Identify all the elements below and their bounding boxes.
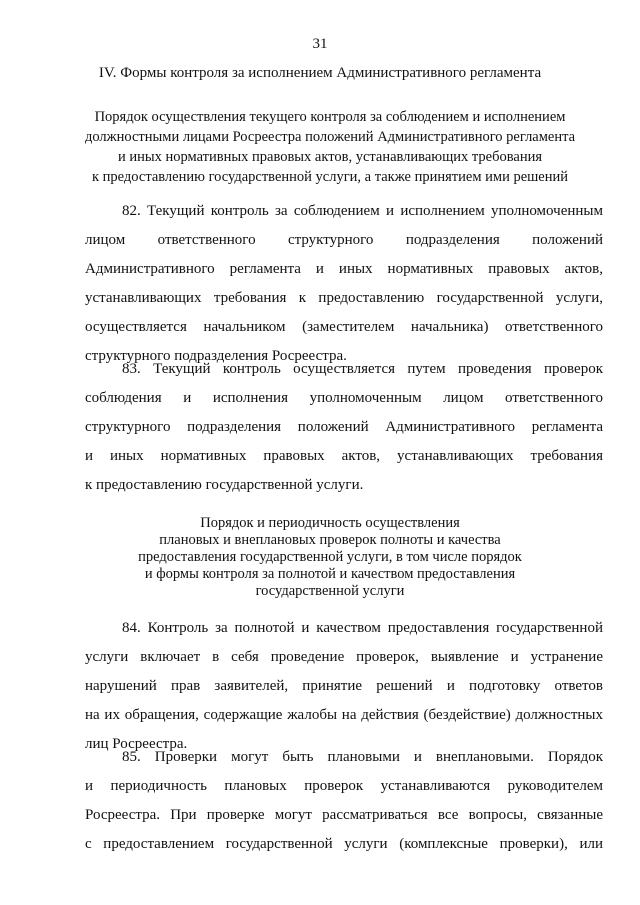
paragraph-line: осуществляется начальником (заместителем начальника) ответственного — [85, 319, 603, 335]
paragraph-line: устанавливающих требования к предоставлению государственной услуги, — [85, 290, 603, 306]
paragraph-line: 84. Контроль за полнотой и качеством предоставления государственной — [122, 620, 603, 636]
paragraph-line: на их обращения, содержащие жалобы на действия (бездействие) должностных — [85, 707, 603, 723]
paragraph-line: Административного регламента и иных нормативных правовых актов, — [85, 261, 603, 277]
subheading-line: к предоставлению государственной услуги, а также принятием ими решений — [91, 169, 569, 185]
paragraph-line: структурного подразделения Росреестра. — [85, 348, 347, 364]
paragraph-line: 85. Проверки могут быть плановыми и внеплановыми. Порядок — [122, 749, 603, 765]
paragraph-line: 83. Текущий контроль осуществляется путем проведения проверок — [122, 361, 603, 377]
subheading-line: Порядок и периодичность осуществления — [200, 515, 460, 531]
paragraph-line: и иных нормативных правовых актов, устанавливающих требования — [85, 448, 603, 464]
paragraph-line: лиц Росреестра. — [85, 736, 188, 752]
page-number: 31 — [312, 36, 328, 52]
paragraph-line: 82. Текущий контроль за соблюдением и исполнением уполномоченным — [122, 203, 603, 219]
paragraph-82 — [85, 197, 603, 371]
subheading-line: должностными лицами Росреестра положений Административного регламента — [84, 129, 576, 145]
paragraph-line: нарушений прав заявителей, принятие решений и подготовку ответов — [85, 678, 603, 694]
paragraph-85 — [85, 743, 603, 859]
subheading-line: и формы контроля за полнотой и качеством предоставления — [144, 566, 516, 582]
section-title: IV. Формы контроля за исполнением Административного регламента — [98, 65, 542, 81]
subheading-line: и иных нормативных правовых актов, устанавливающих требования — [117, 149, 543, 165]
paragraph-84 — [85, 614, 603, 759]
paragraph-line: структурного подразделения положений Административного регламента — [85, 419, 603, 435]
paragraph-line: услуги включает в себя проведение проверок, выявление и устранение — [85, 649, 603, 665]
paragraph-line: лицом ответственного структурного подразделения положений — [85, 232, 603, 248]
paragraph-83 — [85, 355, 603, 500]
paragraph-line: к предоставлению государственной услуги. — [85, 477, 364, 493]
subheading-line: Порядок осуществления текущего контроля за соблюдением и исполнением — [94, 109, 566, 125]
paragraph-line: и периодичность плановых проверок устанавливаются руководителем — [85, 778, 603, 794]
subheading-line: государственной услуги — [255, 583, 405, 599]
paragraph-line: с предоставлением государственной услуги (комплексные проверки), или — [85, 836, 603, 852]
paragraph-line: Росреестра. При проверке могут рассматриваться все вопросы, связанные — [85, 807, 603, 823]
subheading-current-control — [60, 107, 600, 187]
paragraph-line: соблюдения и исполнения уполномоченным лицом ответственного — [85, 390, 603, 406]
subheading-periodic-checks — [60, 515, 600, 600]
subheading-line: плановых и внеплановых проверок полноты и качества — [159, 532, 501, 548]
subheading-line: предоставления государственной услуги, в том числе порядок — [138, 549, 522, 565]
